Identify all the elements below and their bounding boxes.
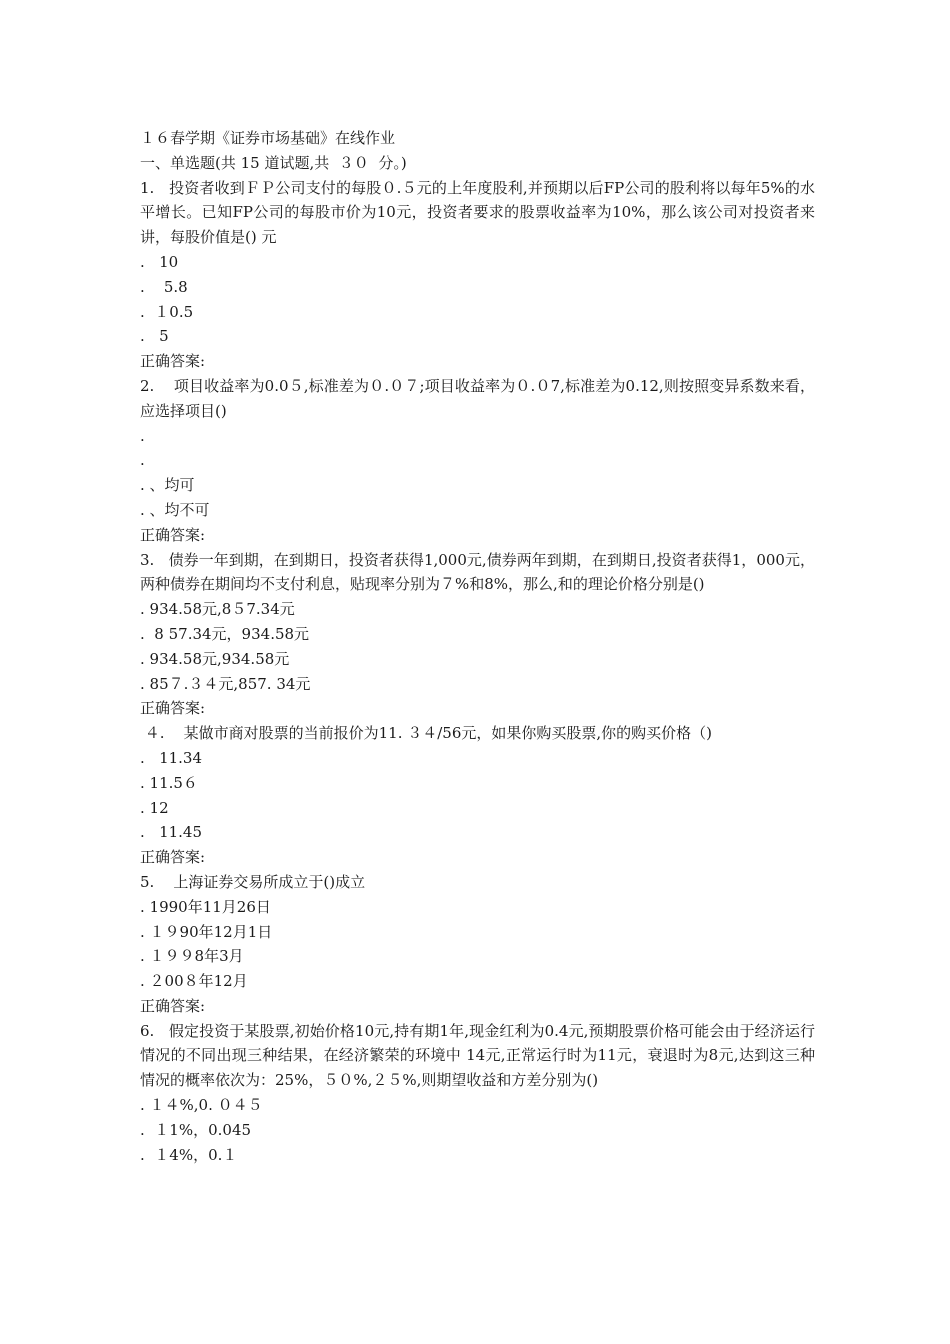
option-b: . bbox=[140, 451, 145, 470]
answer-label: 正确答案: bbox=[140, 352, 206, 371]
answer-label: 正确答案: bbox=[140, 848, 206, 867]
option-b: . １９90年12月1日 bbox=[140, 922, 273, 941]
option-c: . 、均可 bbox=[140, 476, 195, 495]
option-d: . 11.45 bbox=[140, 823, 203, 842]
document-title: １６春学期《证券市场基础》在线作业 bbox=[140, 129, 396, 147]
question-text: 2. 项目收益率为0.0５,标准差为０.０７;项目收益率为０.０7,标准差为0.12,则按照变异系数来看，应选择项目() bbox=[140, 376, 815, 420]
option-a: . 11.34 bbox=[140, 748, 203, 767]
option-c: . １4%，0.１ bbox=[140, 1145, 238, 1164]
question-6 bbox=[140, 1019, 815, 1168]
question-text: ４. 某做市商对股票的当前报价为11. ３４/56元，如果你购买股票,你的购买价格（) bbox=[140, 724, 713, 743]
answer-label: 正确答案: bbox=[140, 996, 206, 1015]
option-b: . 11.5６ bbox=[140, 773, 198, 792]
option-d: . 85７.３４元,857. 34元 bbox=[140, 674, 311, 693]
option-a: . 934.58元,8５7.34元 bbox=[140, 600, 295, 619]
section-heading: 一、单选题(共 15 道试题,共 ３０ 分。) bbox=[140, 153, 407, 172]
option-a: . 1990年11月26日 bbox=[140, 897, 271, 916]
question-text: 3. 债券一年到期，在到期日，投资者获得1,000元,债券两年到期，在到期日,投资者获得1，000元，两种债券在期间均不支付利息，贴现率分别为７%和8%，那么,和的理论价格分别是() bbox=[140, 550, 815, 594]
question-1 bbox=[140, 176, 815, 374]
option-d: . ２00８年12月 bbox=[140, 972, 248, 991]
option-d: . 、均不可 bbox=[140, 500, 210, 519]
question-text: 1. 投资者收到ＦＰ公司支付的每股０.５元的上年度股利,并预期以后FP公司的股利将以每年5%的水平增长。已知FP公司的每股市价为10元，投资者要求的股票收益率为10%，那么该公司对投资者来讲，每股价值是() 元 bbox=[140, 178, 815, 247]
option-c: . 934.58元,934.58元 bbox=[140, 649, 290, 668]
option-c: . １９９8年3月 bbox=[140, 947, 244, 966]
question-4 bbox=[140, 721, 815, 870]
question-2 bbox=[140, 374, 815, 548]
question-3 bbox=[140, 548, 815, 722]
option-a: . bbox=[140, 426, 145, 445]
answer-label: 正确答案: bbox=[140, 699, 206, 718]
option-c: . 12 bbox=[140, 798, 169, 817]
option-b: . １1%，0.045 bbox=[140, 1120, 252, 1139]
option-d: . 5 bbox=[140, 327, 169, 346]
option-b: . 8 57.34元，934.58元 bbox=[140, 624, 310, 643]
option-a: . １４%,0. ０４５ bbox=[140, 1096, 263, 1115]
option-a: . 10 bbox=[140, 252, 179, 271]
answer-label: 正确答案: bbox=[140, 525, 206, 544]
question-text: 6. 假定投资于某股票,初始价格10元,持有期1年,现金红利为0.4元,预期股票价格可能会由于经济运行情况的不同出现三种结果，在经济繁荣的环境中 14元,正常运行时为11元，衰退时为8元,达到这三种情况的概率依次为：25%，５０%,２５%,则期望收益和方差分别为() bbox=[140, 1021, 815, 1090]
document-body bbox=[140, 126, 815, 1167]
option-c: . １0.5 bbox=[140, 302, 194, 321]
option-b: . 5.8 bbox=[140, 277, 188, 296]
question-5 bbox=[140, 870, 815, 1019]
question-text: 5. 上海证券交易所成立于()成立 bbox=[140, 872, 366, 891]
